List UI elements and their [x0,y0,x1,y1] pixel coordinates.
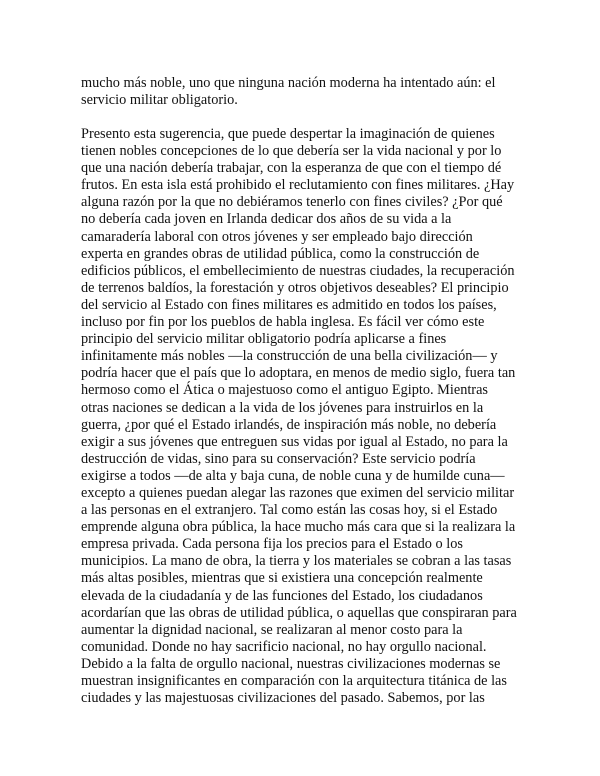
text-line: aumentar la dignidad nacional, se realizaran al menor costo para la [81,621,463,638]
text-line: Debido a la falta de orgullo nacional, nuestras civilizaciones modernas se [81,655,501,672]
text-line: comunidad. Donde no hay sacrificio nacional, no hay orgullo nacional. [81,638,487,655]
text-line: no debería cada joven en Irlanda dedicar dos años de su vida a la [81,211,452,228]
text-line: otras naciones se dedican a la vida de los jóvenes para instruirlos en la [81,399,484,416]
text-line: experta en grandes obras de utilidad pública, como la construcción de [81,245,480,262]
text-line: del servicio al Estado con fines militares es admitido en todos los países, [81,296,497,313]
text-line: exigir a sus jóvenes que entreguen sus vidas por igual al Estado, no para la [81,433,508,450]
paragraph-2 [81,126,521,707]
text-line: a las personas en el extranjero. Tal como están las cosas hoy, si el Estado [81,502,498,519]
text-line: tienen nobles concepciones de lo que debería ser la vida nacional y por lo [81,143,502,160]
text-line: más altas posibles, mientras que si existiera una concepción realmente [81,570,483,587]
text-line: Presento esta sugerencia, que puede despertar la imaginación de quienes [81,126,495,142]
text-line: frutos. En esta isla está prohibido el reclutamiento con fines militares. ¿Hay [81,177,515,194]
text-line: excepto a quienes puedan alegar las razones que eximen del servicio militar [81,484,515,501]
text-line: alguna razón por la que no debiéramos tenerlo con fines civiles? ¿Por qué [81,194,503,211]
text-line: camaradería laboral con otros jóvenes y ser empleado bajo dirección [81,228,473,245]
text-line: principio del servicio militar obligatorio podría aplicarse a fines [81,331,447,348]
paragraph-1 [81,75,521,109]
text-line: mucho más noble, uno que ninguna nación moderna ha intentado aún: el [81,75,496,91]
text-line: emprende alguna obra pública, la hace mucho más cara que si la realizara la [81,519,516,536]
text-line: que una nación debería trabajar, con la esperanza de que con el tiempo dé [81,160,502,177]
text-line: municipios. La mano de obra, la tierra y los materiales se cobran a las tasas [81,553,512,570]
text-line: edificios públicos, el embellecimiento de nuestras ciudades, la recuperación [81,262,515,279]
text-line: exigirse a todos —de alta y baja cuna, de noble cuna y de humilde cuna— [81,467,505,484]
text-line: incluso por fin por los pueblos de habla inglesa. Es fácil ver cómo este [81,314,485,331]
text-line: muestran insignificantes en comparación con la arquitectura titánica de las [81,673,507,689]
text-line: ciudades y las majestuosas civilizaciones del pasado. Sabemos, por las [81,690,485,707]
text-line: de terrenos baldíos, la forestación y otros objetivos deseables? El principio [81,279,509,296]
text-line: empresa privada. Cada persona fija los precios para el Estado o los [81,536,463,553]
text-line: podría hacer que el país que lo adoptara, en menos de medio siglo, fuera tan [81,365,516,382]
text-line: guerra, ¿por qué el Estado irlandés, de inspiración más noble, no debería [81,416,497,433]
text-line: destrucción de vidas, sino para su conservación? Este servicio podría [81,450,476,467]
text-line: servicio militar obligatorio. [81,92,238,109]
text-line: acordarían que las obras de utilidad pública, o aquellas que conspiraran para [81,604,517,621]
text-line: infinitamente más nobles —la construcción de una bella civilización— y [81,348,498,365]
text-line: hermoso como el Ática o majestuoso como el antiguo Egipto. Mientras [81,382,488,399]
text-line: elevada de la ciudadanía y de las funciones del Estado, los ciudadanos [81,587,483,604]
